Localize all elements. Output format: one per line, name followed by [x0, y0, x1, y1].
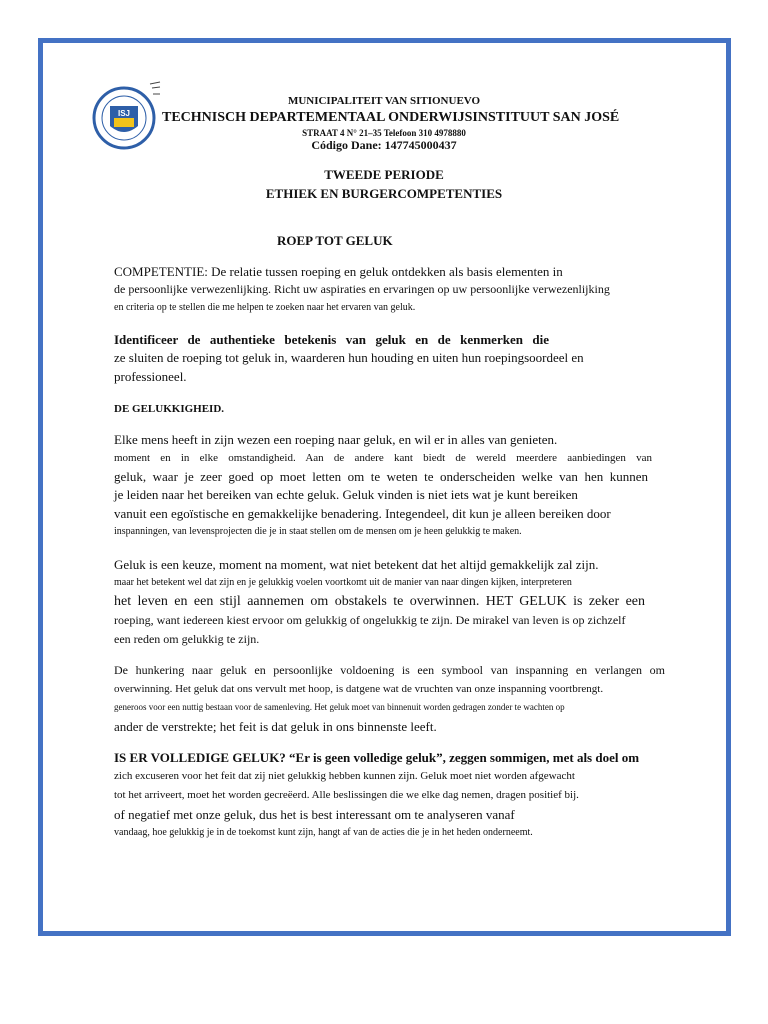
p4-line: tot het arriveert, moet het worden gecreëerd. Alle beslissingen die we elke dag nemen, dragen positief bij.	[114, 789, 579, 801]
p4-line: zich excuseren voor het feit dat zij niet gelukkig hebben kunnen zijn. Geluk moet niet worden afgewacht	[114, 770, 575, 782]
competence-line-1: COMPETENTIE: De relatie tussen roeping en geluk ontdekken als basis elementen in	[114, 264, 563, 279]
institute-name: TECHNISCH DEPARTEMENTAAL ONDERWIJSINSTITUUT SAN JOSÉ	[162, 110, 620, 125]
p1-line: geluk, waar je zeer goed op moet letten om te weten te onderscheiden welke van hen kunnen	[114, 469, 648, 484]
p4-line: vandaag, hoe gelukkig je in de toekomst kunt zijn, hangt af van de acties die je in het heden onderneemt.	[114, 827, 533, 838]
topic-title: ROEP TOT GELUK	[277, 233, 393, 248]
p2-line: maar het betekent wel dat zijn en je gelukkig voelen voortkomt uit de manier van naar dingen kijken, interpreteren	[114, 577, 572, 588]
p2-line: een reden om gelukkig te zijn.	[114, 632, 260, 646]
competence-line-2: de persoonlijke verwezenlijking. Richt uw aspiraties en ervaringen op uw persoonlijke verwezenlijking	[114, 282, 610, 296]
p3-line: generoos voor een nuttig bestaan voor de samenleving. Het geluk moet van binnenuit worden gedragen zonder te wachten op	[114, 702, 565, 712]
p3-line: ander de verstrekte; het feit is dat geluk in ons binnenste leeft.	[114, 719, 437, 734]
p3-line: De hunkering naar geluk en persoonlijke voldoening is een symbool van inspanning en verlangen om	[114, 663, 665, 677]
subject-title: ETHIEK EN BURGERCOMPETENTIES	[265, 186, 503, 201]
p2-line: het leven en een stijl aannemen om obstakels te overwinnen. HET GELUK is zeker een	[114, 594, 645, 609]
period-title: TWEEDE PERIODE	[324, 167, 444, 182]
p1-line: Elke mens heeft in zijn wezen een roeping naar geluk, en wil er in alles van genieten.	[114, 432, 558, 447]
p4-first-line: IS ER VOLLEDIGE GELUK? “Er is geen volledige geluk”, zeggen sommigen, met als doel om	[114, 750, 640, 765]
p1-line: je leiden naar het bereiken van echte geluk. Geluk vinden is niet iets wat je kunt bereiken	[114, 487, 578, 502]
section-heading: DE GELUKKIGHEID.	[114, 403, 225, 415]
p2-line: Geluk is een keuze, moment na moment, wat niet betekent dat het altijd gemakkelijk zal zijn.	[114, 557, 599, 572]
logo-text: ISJ	[117, 109, 131, 118]
p1-line: inspanningen, van levensprojecten die je in staat stellen om de mensen om je heen gelukkig te maken.	[114, 526, 522, 537]
p2-line: roeping, want iedereen kiest ervoor om gelukkig of ongelukkig te zijn. De mirakel van leven is op zichzelf	[114, 613, 626, 627]
municipality-name: MUNICIPALITEIT VAN SITIONUEVO	[287, 95, 481, 107]
objective-line-3: professioneel.	[114, 369, 187, 384]
address-line: STRAAT 4 N° 21–35 Telefoon 310 4978880	[302, 128, 466, 138]
dane-code: Código Dane: 147745000437	[311, 138, 457, 152]
competence-line-3: en criteria op te stellen die me helpen te zoeken naar het ervaren van geluk.	[114, 302, 416, 313]
p1-line: vanuit een egoïstische en gemakkelijke benadering. Integendeel, dit kun je alleen bereiken door	[114, 506, 611, 521]
objective-line-2: ze sluiten de roeping tot geluk in, waarderen hun houding en uiten hun roepingsoordeel en	[114, 350, 584, 365]
p3-line: overwinning. Het geluk dat ons vervult met hoop, is datgene wat de vruchten van onze inspanning voortbrengt.	[114, 683, 604, 695]
p1-line: moment en in elke omstandigheid. Aan de andere kant biedt de wereld meerdere aanbiedingen van	[114, 452, 652, 464]
p4-line: of negatief met onze geluk, dus het is best interessant om te analyseren vanaf	[114, 807, 515, 822]
objective-line-1: Identificeer de authentieke betekenis van geluk en de kenmerken die	[114, 332, 549, 347]
